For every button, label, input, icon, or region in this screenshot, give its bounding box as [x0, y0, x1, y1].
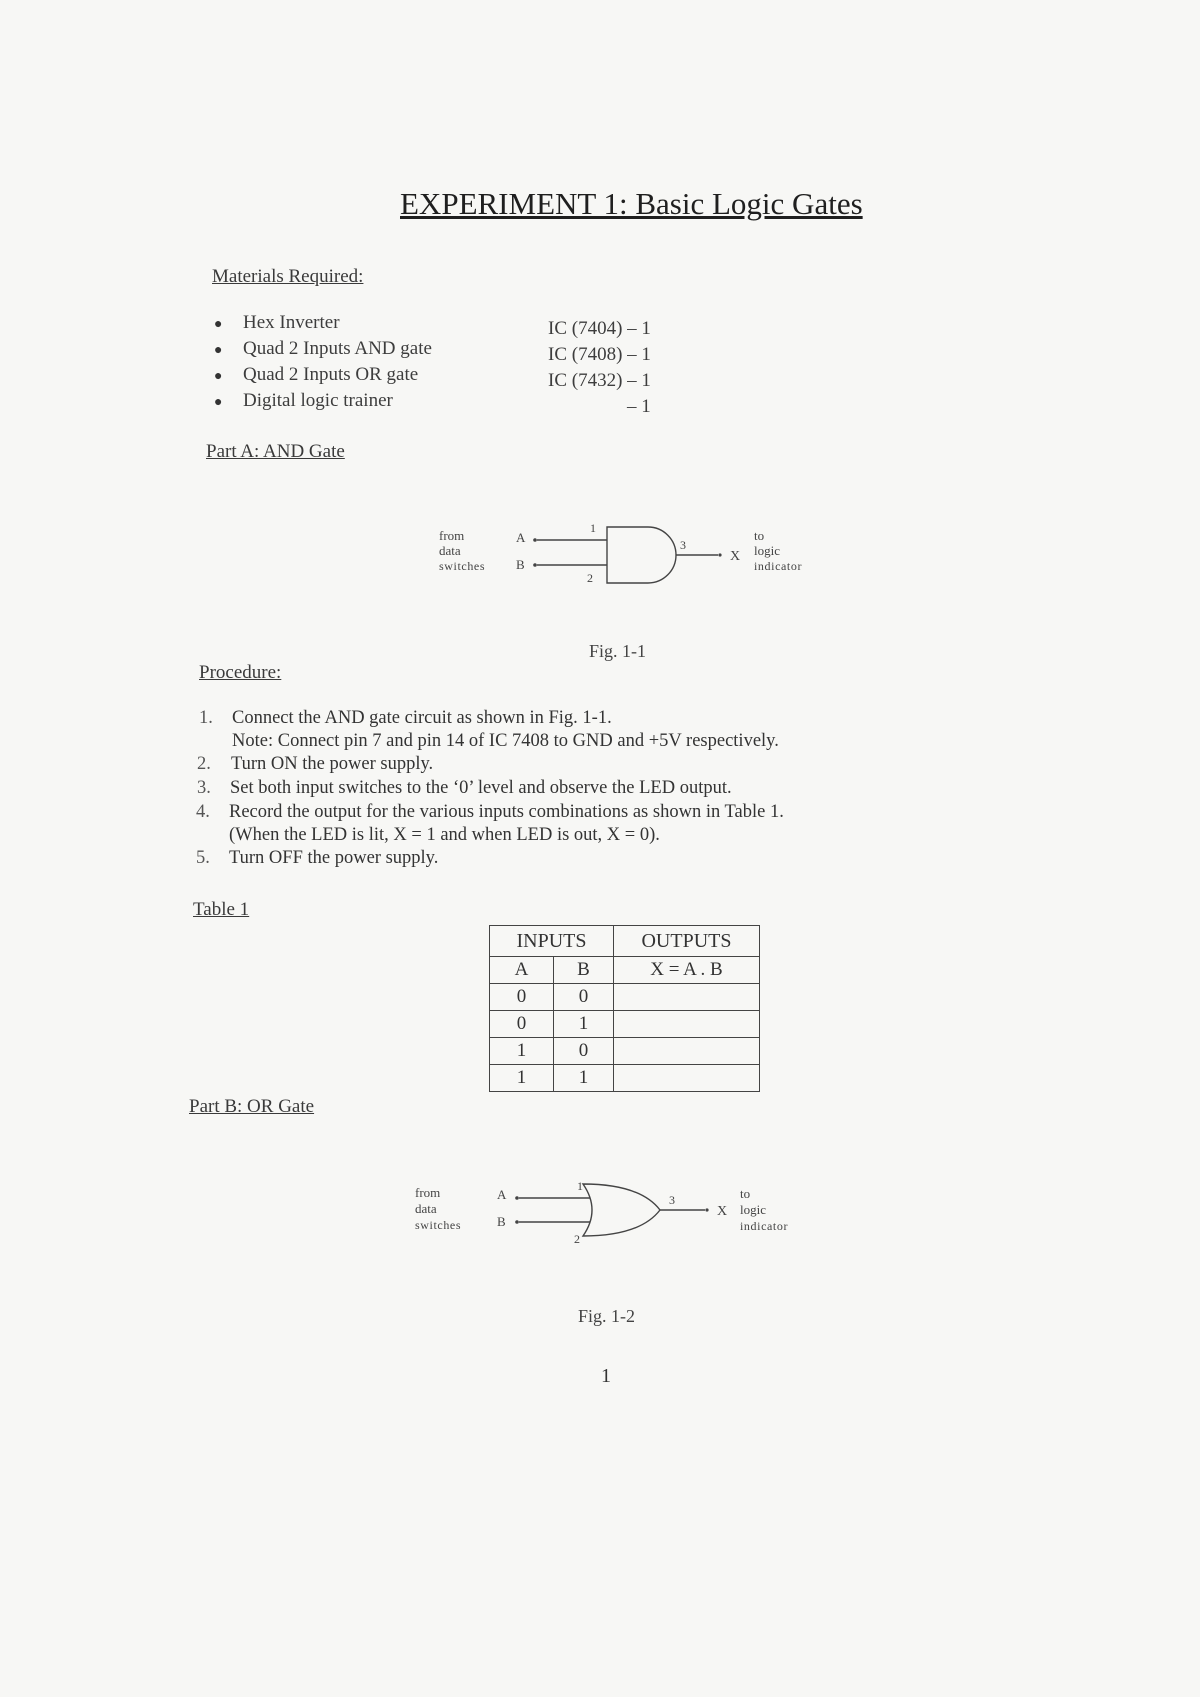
cell-x	[614, 1011, 760, 1038]
input-b-dot	[515, 1220, 519, 1224]
bullet-icon: ●	[214, 369, 223, 384]
step-text: Turn ON the power supply.	[231, 754, 434, 774]
page-number: 1	[601, 1365, 611, 1387]
cell-b: 0	[554, 984, 614, 1011]
material-part: IC (7432) – 1	[548, 370, 651, 391]
to-label-line2: logic	[754, 543, 780, 558]
pin-1-label: 1	[590, 521, 596, 535]
input-b-dot	[533, 563, 537, 567]
step-number: 5.	[196, 848, 210, 868]
step-number: 2.	[197, 754, 211, 774]
to-label-line1: to	[740, 1186, 751, 1201]
pin-3-label: 3	[669, 1193, 675, 1207]
input-a-label: A	[497, 1187, 507, 1202]
column-b-header: B	[554, 957, 614, 984]
or-gate-symbol	[583, 1184, 660, 1236]
material-name: Digital logic trainer	[243, 390, 393, 411]
part-a-heading: Part A: AND Gate	[206, 441, 345, 462]
or-gate-diagram	[405, 1180, 825, 1260]
step-note: Note: Connect pin 7 and pin 14 of IC 7408 to GND and +5V respectively.	[232, 731, 779, 751]
from-label-line1: from	[415, 1185, 441, 1200]
page-title: EXPERIMENT 1: Basic Logic Gates	[400, 186, 863, 221]
column-x-header: X = A . B	[614, 957, 760, 984]
outputs-header: OUTPUTS	[614, 926, 760, 957]
input-a-dot	[533, 538, 537, 542]
cell-a: 1	[490, 1038, 554, 1065]
cell-b: 1	[554, 1065, 614, 1092]
input-a-label: A	[516, 530, 526, 545]
to-label-line3: indicator	[740, 1219, 789, 1233]
output-dot	[718, 553, 721, 556]
inputs-header: INPUTS	[490, 926, 614, 957]
table-row	[490, 1038, 760, 1065]
to-label-line1: to	[754, 528, 765, 543]
cell-x	[614, 984, 760, 1011]
step-text: Set both input switches to the ‘0’ level and observe the LED output.	[230, 778, 732, 798]
table-row	[490, 1011, 760, 1038]
bullet-icon: ●	[214, 317, 223, 332]
material-name: Quad 2 Inputs AND gate	[243, 338, 432, 359]
cell-a: 0	[490, 1011, 554, 1038]
cell-a: 1	[490, 1065, 554, 1092]
fig-1-1-caption: Fig. 1-1	[589, 641, 647, 661]
pin-2-label: 2	[587, 571, 593, 585]
step-text-continued: (When the LED is lit, X = 1 and when LED is out, X = 0).	[229, 825, 660, 845]
procedure-heading: Procedure:	[199, 662, 282, 683]
table-row	[490, 1065, 760, 1092]
pin-3-label: 3	[680, 538, 686, 552]
output-x-label: X	[717, 1204, 728, 1219]
and-gate-diagram	[430, 515, 830, 595]
pin-1-label: 1	[577, 1180, 583, 1193]
output-x-label: X	[730, 549, 741, 564]
step-number: 4.	[196, 802, 210, 822]
to-label-line3: indicator	[754, 559, 803, 573]
from-label-line2: data	[439, 543, 461, 558]
step-text: Turn OFF the power supply.	[229, 848, 439, 868]
fig-1-2-caption: Fig. 1-2	[578, 1306, 636, 1326]
from-label-line1: from	[439, 528, 465, 543]
from-label-line3: switches	[439, 559, 486, 573]
truth-table	[489, 925, 760, 1092]
cell-b: 0	[554, 1038, 614, 1065]
bullet-icon: ●	[214, 343, 223, 358]
bullet-icon: ●	[214, 395, 223, 410]
material-part: – 1	[627, 396, 651, 417]
step-number: 1.	[199, 708, 213, 728]
materials-heading: Materials Required:	[212, 266, 364, 287]
column-a-header: A	[490, 957, 554, 984]
input-a-dot	[515, 1196, 519, 1200]
cell-a: 0	[490, 984, 554, 1011]
material-part: IC (7408) – 1	[548, 344, 651, 365]
step-text: Connect the AND gate circuit as shown in Fig. 1-1.	[232, 708, 612, 728]
input-b-label: B	[497, 1214, 506, 1229]
input-b-label: B	[516, 557, 525, 572]
material-name: Hex Inverter	[243, 312, 340, 333]
material-part: IC (7404) – 1	[548, 318, 651, 339]
pin-2-label: 2	[574, 1232, 580, 1246]
to-label-line2: logic	[740, 1202, 766, 1217]
cell-b: 1	[554, 1011, 614, 1038]
cell-x	[614, 1038, 760, 1065]
and-gate-symbol	[607, 527, 676, 583]
from-label-line3: switches	[415, 1218, 462, 1232]
material-name: Quad 2 Inputs OR gate	[243, 364, 419, 385]
from-label-line2: data	[415, 1201, 437, 1216]
table-1-label: Table 1	[193, 899, 250, 920]
part-b-heading: Part B: OR Gate	[189, 1096, 315, 1117]
table-row	[490, 984, 760, 1011]
output-dot	[705, 1208, 708, 1211]
step-number: 3.	[197, 778, 211, 798]
cell-x	[614, 1065, 760, 1092]
step-text: Record the output for the various inputs combinations as shown in Table 1.	[229, 802, 784, 822]
